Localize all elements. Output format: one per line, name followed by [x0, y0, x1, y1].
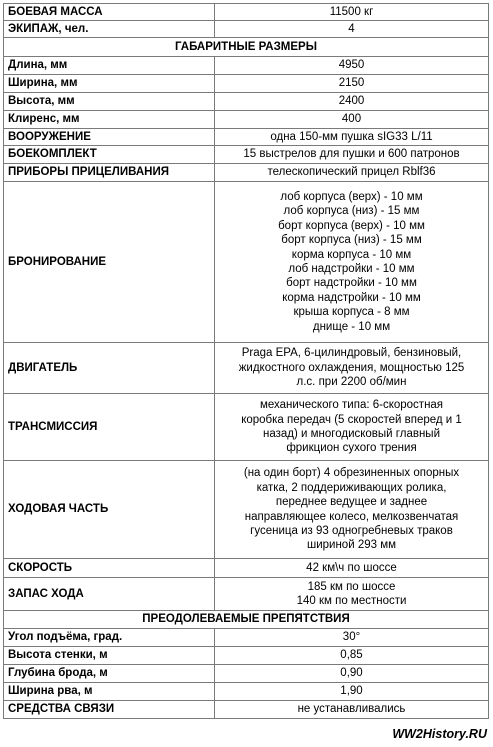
value-line: катка, 2 поддериживающих ролика, [256, 481, 447, 494]
row-label: Высота, мм [4, 93, 215, 111]
table-row [4, 75, 489, 93]
section-header-row [4, 38, 489, 57]
row-label: ТРАНСМИССИЯ [4, 394, 215, 461]
row-value: 4950 [215, 57, 489, 75]
value-line: коробка передач (5 скоростей вперед и 1 [241, 413, 462, 426]
value-line: гусеница из 93 одногребневых траков [250, 524, 453, 537]
value-line: крыша корпуса - 8 мм [293, 306, 410, 319]
row-value: не устанавливались [215, 701, 489, 719]
row-label: ВООРУЖЕНИЕ [4, 129, 215, 146]
row-label: Глубина брода, м [4, 665, 215, 683]
row-label: БОЕВАЯ МАССА [4, 4, 215, 21]
value-line: лоб корпуса (низ) - 15 мм [283, 205, 420, 218]
row-value [215, 578, 489, 611]
value-line: днище - 10 мм [312, 320, 391, 333]
spec-table-container [3, 3, 489, 719]
value-line: (на один борт) 4 обрезиненных опорных [243, 467, 460, 480]
section-header: ГАБАРИТНЫЕ РАЗМЕРЫ [4, 38, 489, 57]
table-row [4, 559, 489, 578]
table-row [4, 129, 489, 146]
value-line: корма корпуса - 10 мм [291, 248, 412, 261]
row-value: телескопический прицел Rblf36 [215, 164, 489, 182]
spec-table [3, 3, 489, 719]
spec-table-body [4, 4, 489, 719]
table-row [4, 343, 489, 394]
row-label: Ширина, мм [4, 75, 215, 93]
row-value: 1,90 [215, 683, 489, 701]
value-line: механического типа: 6-скоростная [259, 399, 444, 412]
row-label: СРЕДСТВА СВЯЗИ [4, 701, 215, 719]
table-row [4, 111, 489, 129]
table-row [4, 4, 489, 21]
table-row [4, 146, 489, 164]
value-line: фрикцион сухого трения [286, 442, 417, 455]
row-label: БРОНИРОВАНИЕ [4, 182, 215, 343]
row-label: Ширина рва, м [4, 683, 215, 701]
row-value: 0,85 [215, 647, 489, 665]
table-row [4, 182, 489, 343]
table-row [4, 21, 489, 38]
table-row [4, 394, 489, 461]
table-row [4, 578, 489, 611]
value-line: 185 км по шоссе [307, 580, 396, 593]
row-value: 4 [215, 21, 489, 38]
row-label: ДВИГАТЕЛЬ [4, 343, 215, 394]
row-value: 30° [215, 629, 489, 647]
row-value [215, 394, 489, 461]
row-value: 0,90 [215, 665, 489, 683]
table-row [4, 629, 489, 647]
row-value [215, 182, 489, 343]
row-value: 400 [215, 111, 489, 129]
row-value: одна 150-мм пушка sIG33 L/11 [215, 129, 489, 146]
value-line: переднее ведущее и заднее [275, 496, 428, 509]
value-line: шириной 293 мм [306, 539, 397, 552]
row-value: 15 выстрелов для пушки и 600 патронов [215, 146, 489, 164]
value-line: борт корпуса (верх) - 10 мм [278, 219, 425, 232]
table-row [4, 57, 489, 75]
row-label: Угол подъёма, град. [4, 629, 215, 647]
row-label: ПРИБОРЫ ПРИЦЕЛИВАНИЯ [4, 164, 215, 182]
value-line: Praga EPA, 6-цилиндровый, бензиновый, [241, 347, 462, 360]
value-line: борт корпуса (низ) - 15 мм [281, 234, 422, 247]
row-value: 11500 кг [215, 4, 489, 21]
value-line: л.с. при 2200 об/мин [296, 376, 407, 389]
value-line: корма надстройки - 10 мм [282, 291, 421, 304]
table-row [4, 461, 489, 559]
table-row [4, 647, 489, 665]
table-row [4, 93, 489, 111]
value-line: назад) и многодисковый главный [262, 428, 440, 440]
section-header-row [4, 611, 489, 629]
row-value [215, 461, 489, 559]
row-value: 2150 [215, 75, 489, 93]
row-label: ХОДОВАЯ ЧАСТЬ [4, 461, 215, 559]
row-value: 42 км\ч по шоссе [215, 559, 489, 578]
watermark: WW2History.RU [392, 727, 487, 741]
row-value [215, 343, 489, 394]
row-label: СКОРОСТЬ [4, 559, 215, 578]
value-line: лоб надстройки - 10 мм [288, 263, 415, 275]
table-row [4, 665, 489, 683]
value-line: 140 км по местности [296, 595, 407, 607]
row-value: 2400 [215, 93, 489, 111]
table-row [4, 683, 489, 701]
value-line: жидкостного охлаждения, мощностью 125 [238, 361, 465, 374]
table-row [4, 164, 489, 182]
value-line: направляющее колесо, мелкозвенчатая [244, 510, 459, 523]
section-header: ПРЕОДОЛЕВАЕМЫЕ ПРЕПЯТСТВИЯ [4, 611, 489, 629]
row-label: Длина, мм [4, 57, 215, 75]
row-label: Высота стенки, м [4, 647, 215, 665]
value-line: лоб корпуса (верх) - 10 мм [280, 190, 423, 203]
row-label: ЭКИПАЖ, чел. [4, 21, 215, 38]
row-label: ЗАПАС ХОДА [4, 578, 215, 611]
value-line: борт надстройки - 10 мм [286, 277, 417, 290]
row-label: Клиренс, мм [4, 111, 215, 129]
table-row [4, 701, 489, 719]
row-label: БОЕКОМПЛЕКТ [4, 146, 215, 164]
